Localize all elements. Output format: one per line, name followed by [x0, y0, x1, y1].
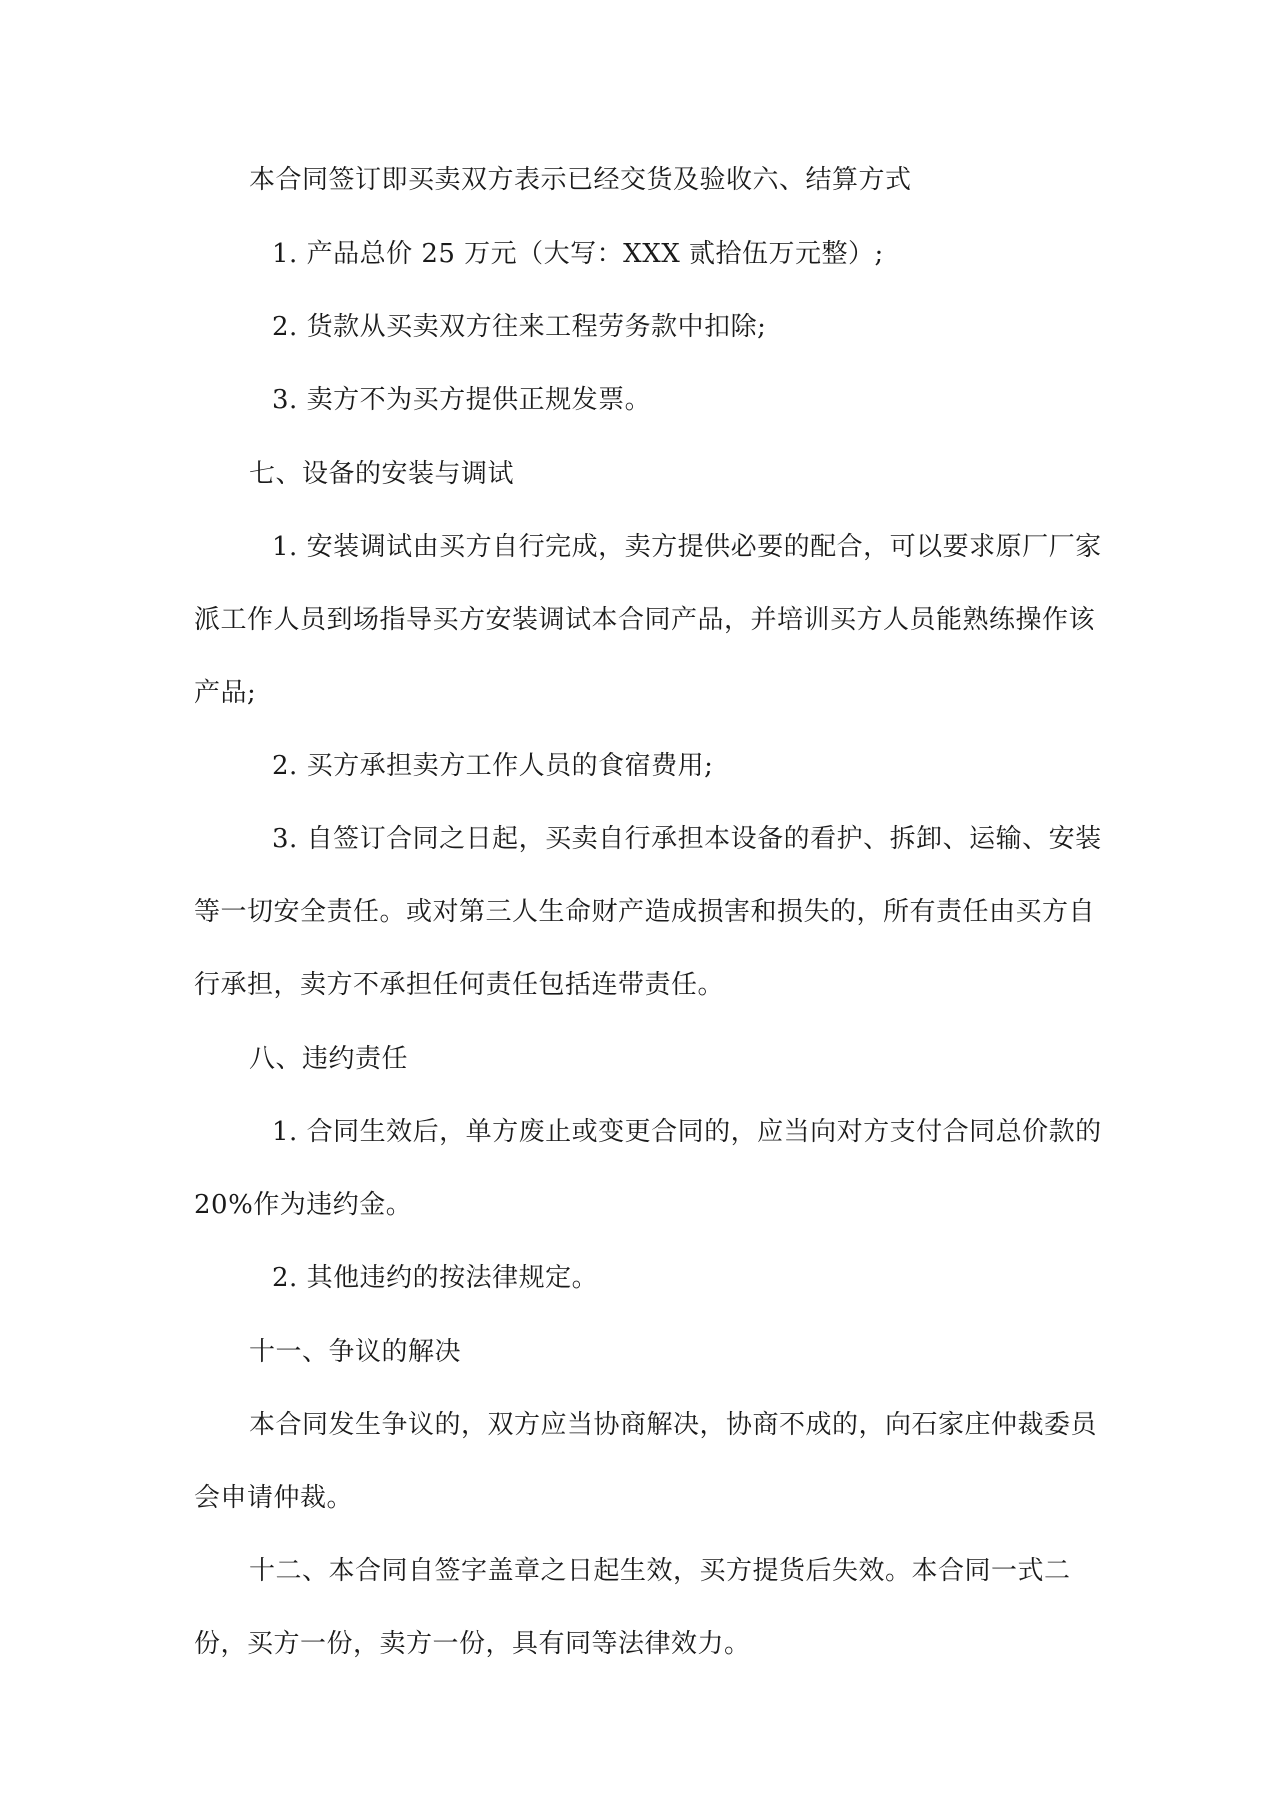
text-line-dispute-b: 会申请仲裁。: [194, 1483, 354, 1513]
text-line-installation-1c: 产品;: [194, 678, 257, 708]
text-line-breach-1a: 1. 合同生效后，单方废止或变更合同的，应当向对方支付合同总价款的: [272, 1117, 1102, 1147]
text-line-effect-b: 份，买方一份，卖方一份，具有同等法律效力。: [194, 1629, 751, 1659]
text-line-breach-2: 2. 其他违约的按法律规定。: [272, 1263, 599, 1293]
section-heading-dispute: 十一、争议的解决: [249, 1337, 462, 1367]
text-line-effect-a: 十二、本合同自签字盖章之日起生效，买方提货后失效。本合同一式二: [249, 1556, 1071, 1586]
text-line-installation-3a: 3. 自签订合同之日起，买卖自行承担本设备的看护、拆卸、运输、安装: [272, 824, 1102, 854]
text-line-installation-1a: 1. 安装调试由买方自行完成，卖方提供必要的配合，可以要求原厂厂家: [272, 532, 1102, 562]
text-line-installation-3c: 行承担，卖方不承担任何责任包括连带责任。: [194, 970, 725, 1000]
text-line-invoice: 3. 卖方不为买方提供正规发票。: [272, 385, 652, 415]
text-line-payment-deduction: 2. 货款从买卖双方往来工程劳务款中扣除;: [272, 312, 767, 342]
text-line-installation-3b: 等一切安全责任。或对第三人生命财产造成损害和损失的，所有责任由买方自: [194, 897, 1096, 927]
section-heading-installation: 七、设备的安装与调试: [249, 459, 515, 489]
section-heading-breach: 八、违约责任: [249, 1044, 409, 1074]
text-line-dispute-a: 本合同发生争议的，双方应当协商解决，协商不成的，向石家庄仲裁委员: [249, 1410, 1098, 1440]
text-line-settlement-heading: 本合同签订即买卖双方表示已经交货及验收六、结算方式: [249, 165, 912, 195]
text-line-breach-1b: 20%作为违约金。: [194, 1190, 413, 1220]
text-line-installation-2: 2. 买方承担卖方工作人员的食宿费用;: [272, 751, 714, 781]
text-line-total-price: 1. 产品总价 25 万元（大写：XXX 贰拾伍万元整）;: [272, 239, 884, 269]
text-line-installation-1b: 派工作人员到场指导买方安装调试本合同产品，并培训买方人员能熟练操作该: [194, 605, 1096, 635]
